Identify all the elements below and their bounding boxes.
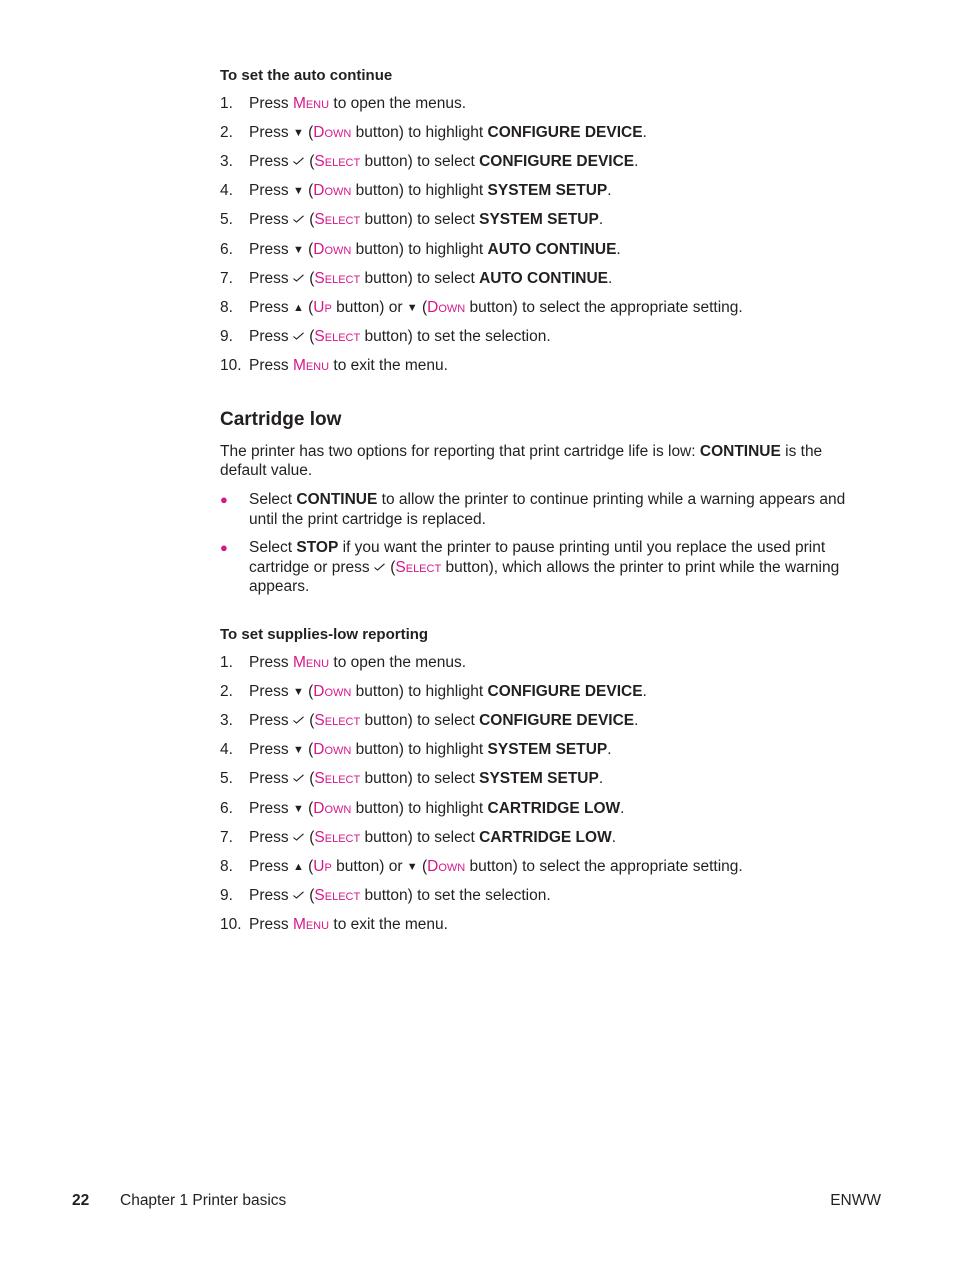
paren-open: ( [304,211,315,229]
list-item [220,270,612,288]
paren-open: ( [417,857,428,875]
step-text: Press [249,915,293,933]
menu-option: CONFIGURE DEVICE [479,153,635,171]
paren-open: ( [304,770,315,788]
down-arrow-icon: ▼ [292,185,304,198]
step-text: button) to set the selection. [360,327,551,345]
menu-option: SYSTEM SETUP [479,770,599,788]
step-text: button) to select [360,211,480,229]
step-text: button) to highlight [351,240,488,258]
list-item [220,770,603,788]
down-arrow-icon: ▼ [292,744,304,757]
step-number: 2. [220,124,233,142]
paren-open: ( [304,269,315,287]
menu-option: SYSTEM SETUP [479,211,599,229]
step-text: . [634,153,639,171]
up-button-ref: Up [313,857,332,875]
select-button-ref: Select [314,712,361,730]
select-button-ref: Select [395,558,442,576]
down-button-ref: Down [313,683,352,701]
procedure-heading-supplies-low: To set supplies-low reporting [220,626,429,643]
down-arrow-icon: ▼ [406,860,418,873]
step-text: to exit the menu. [329,356,448,374]
step-text: button) to select [360,153,480,171]
step-number: 3. [220,712,233,730]
list-item [220,712,638,730]
step-number: 7. [220,269,233,287]
list-item [220,124,647,142]
paren-open: ( [303,683,314,701]
paren-open: ( [303,857,314,875]
bullet-text-mid: if you want the printer to pause printing until you replace the used print cartridge or press [249,539,826,576]
step-number: 10. [220,915,242,933]
step-number: 6. [220,240,233,258]
paren-open: ( [303,182,314,200]
list-item [220,683,647,701]
footer-chapter: Chapter 1 Printer basics [120,1192,287,1209]
step-text: Press [249,182,293,200]
step-number: 1. [220,95,233,112]
list-item [220,357,448,375]
select-button-ref: Select [314,828,361,846]
paren-open: ( [303,124,314,142]
menu-option: AUTO CONTINUE [487,240,617,258]
step-number: 4. [220,741,233,759]
menu-button-ref: Menu [292,654,330,671]
paren-open: ( [417,298,428,316]
down-button-ref: Down [313,124,352,142]
up-arrow-icon: ▲ [292,301,304,314]
step-text: . [608,269,613,287]
select-button-ref: Select [314,327,361,345]
paren-open: ( [303,741,314,759]
menu-button-ref: Menu [292,356,330,374]
up-arrow-icon: ▲ [292,860,304,873]
select-button-ref: Select [314,211,361,229]
step-text: Press [249,683,293,701]
menu-button-ref: Menu [292,915,330,933]
bullet-text-post: to allow the printer to continue printing while a warning appears and until the print cartridge is replaced. [249,491,846,528]
menu-option: CONFIGURE DEVICE [487,683,643,701]
list-item [220,654,466,672]
down-button-ref: Down [427,857,466,875]
step-text: Press [249,886,293,904]
down-button-ref: Down [313,799,352,817]
step-number: 3. [220,153,233,171]
bullet-dot-icon: ● [220,492,228,507]
step-text: . [634,712,639,730]
paren-open: ( [304,712,315,730]
menu-option: AUTO CONTINUE [479,269,608,287]
step-text: Press [249,654,293,671]
paren-open: ( [304,828,315,846]
procedure-heading-auto-continue: To set the auto continue [220,67,393,84]
step-text: . [598,770,604,788]
checkmark-icon [293,274,304,282]
bullet-text-pre: Select [249,491,297,508]
list-item [220,800,624,818]
step-text: button) to select [360,828,480,846]
list-item [220,182,612,200]
step-number: 8. [220,298,233,316]
checkmark-icon [293,215,304,223]
step-number: 5. [220,770,233,788]
list-item [220,241,621,259]
step-number: 10. [220,356,242,374]
list-item [220,299,743,317]
paren-open: ( [303,799,314,817]
step-text: . [611,828,617,846]
step-number: 7. [220,828,233,846]
checkmark-icon [293,332,304,340]
step-text: Press [249,828,293,846]
step-text: Press [249,770,293,788]
step-text: Press [249,327,293,345]
step-text: button) to highlight [351,683,488,701]
step-text: Press [249,240,293,258]
step-text: button) to highlight [351,124,488,142]
down-arrow-icon: ▼ [292,802,304,815]
down-arrow-icon: ▼ [406,301,418,314]
down-arrow-icon: ▼ [292,243,304,256]
step-text: button) or [331,298,407,316]
step-text: . [607,182,612,200]
step-text: button) to select [360,269,480,287]
menu-option: CARTRIDGE LOW [487,799,621,817]
down-arrow-icon: ▼ [292,686,304,699]
list-item [220,829,616,847]
up-button-ref: Up [313,298,332,316]
step-text: button) to highlight [351,182,488,200]
bullet-text-post: button), which allows the printer to print while the warning appears. [249,558,840,595]
step-number: 6. [220,799,233,817]
step-number: 8. [220,857,233,875]
step-text: Press [249,95,293,112]
page-number: 22 [72,1192,90,1209]
step-number: 2. [220,683,233,701]
down-button-ref: Down [313,182,352,200]
step-text: Press [249,712,293,730]
bullet-text [249,538,869,597]
step-text: to open the menus. [329,654,467,671]
paren-open: ( [303,298,314,316]
bullet-text-pre: Select [249,539,297,556]
step-text: to exit the menu. [329,915,448,933]
step-text: button) or [331,857,407,875]
step-text: Press [249,124,293,142]
bullet-continue [220,490,870,530]
menu-option: CARTRIDGE LOW [479,828,612,846]
checkmark-icon [374,563,385,571]
select-button-ref: Select [314,269,361,287]
step-text: button) to select [360,770,480,788]
step-number: 4. [220,182,233,200]
down-button-ref: Down [427,298,466,316]
list-item [220,211,603,229]
select-button-ref: Select [314,153,361,171]
list-item [220,741,612,759]
menu-option: SYSTEM SETUP [487,182,608,200]
paren-open: ( [304,327,315,345]
checkmark-icon [293,774,304,782]
list-item [220,916,448,934]
menu-option: SYSTEM SETUP [487,741,608,759]
step-number: 9. [220,886,233,904]
step-number: 9. [220,327,233,345]
step-text: Press [249,153,293,171]
step-text: . [642,124,647,142]
bullet-stop [220,538,870,598]
step-text: Press [249,356,293,374]
menu-option: CONFIGURE DEVICE [479,712,635,730]
select-button-ref: Select [314,886,361,904]
checkmark-icon [293,716,304,724]
intro-text-end: is the default value. [220,443,823,479]
paren-open: ( [303,240,314,258]
paren-open: ( [304,153,315,171]
step-text: button) to select the appropriate setting. [465,857,743,875]
list-item [220,858,743,876]
step-text: Press [249,857,293,875]
step-text: button) to highlight [351,741,488,759]
bullet-bold: STOP [296,539,339,556]
checkmark-icon [293,891,304,899]
step-text: . [598,211,604,229]
footer-code: ENWW [830,1192,881,1209]
step-number: 5. [220,211,233,229]
list-item [220,887,551,905]
step-text: Press [249,741,293,759]
step-text: . [616,240,621,258]
intro-text: The printer has two options for reporting that print cartridge life is low: [220,443,700,460]
list-item [220,153,638,171]
intro-paragraph [220,442,860,480]
list-item [220,95,466,113]
select-button-ref: Select [314,770,361,788]
checkmark-icon [293,157,304,165]
step-text: Press [249,799,293,817]
step-text: Press [249,269,293,287]
paren-open: ( [385,558,396,576]
down-button-ref: Down [313,240,352,258]
intro-bold: CONTINUE [699,443,781,460]
step-number: 1. [220,654,233,671]
checkmark-icon [293,833,304,841]
step-text: button) to select [360,712,480,730]
step-text: Press [249,211,293,229]
section-title-cartridge-low: Cartridge low [220,409,342,430]
bullet-dot-icon: ● [220,540,228,555]
step-text: to open the menus. [329,95,467,112]
step-text: Press [249,298,293,316]
step-text: . [620,799,625,817]
menu-button-ref: Menu [292,95,330,112]
step-text: . [607,741,612,759]
menu-option: CONFIGURE DEVICE [487,124,643,142]
step-text: . [642,683,647,701]
paren-open: ( [304,886,315,904]
step-text: button) to highlight [351,799,488,817]
down-button-ref: Down [313,741,352,759]
bullet-text [249,490,869,529]
down-arrow-icon: ▼ [292,127,304,140]
step-text: button) to set the selection. [360,886,551,904]
bullet-bold: CONTINUE [296,491,378,508]
step-text: button) to select the appropriate setting. [465,298,743,316]
list-item [220,328,551,346]
